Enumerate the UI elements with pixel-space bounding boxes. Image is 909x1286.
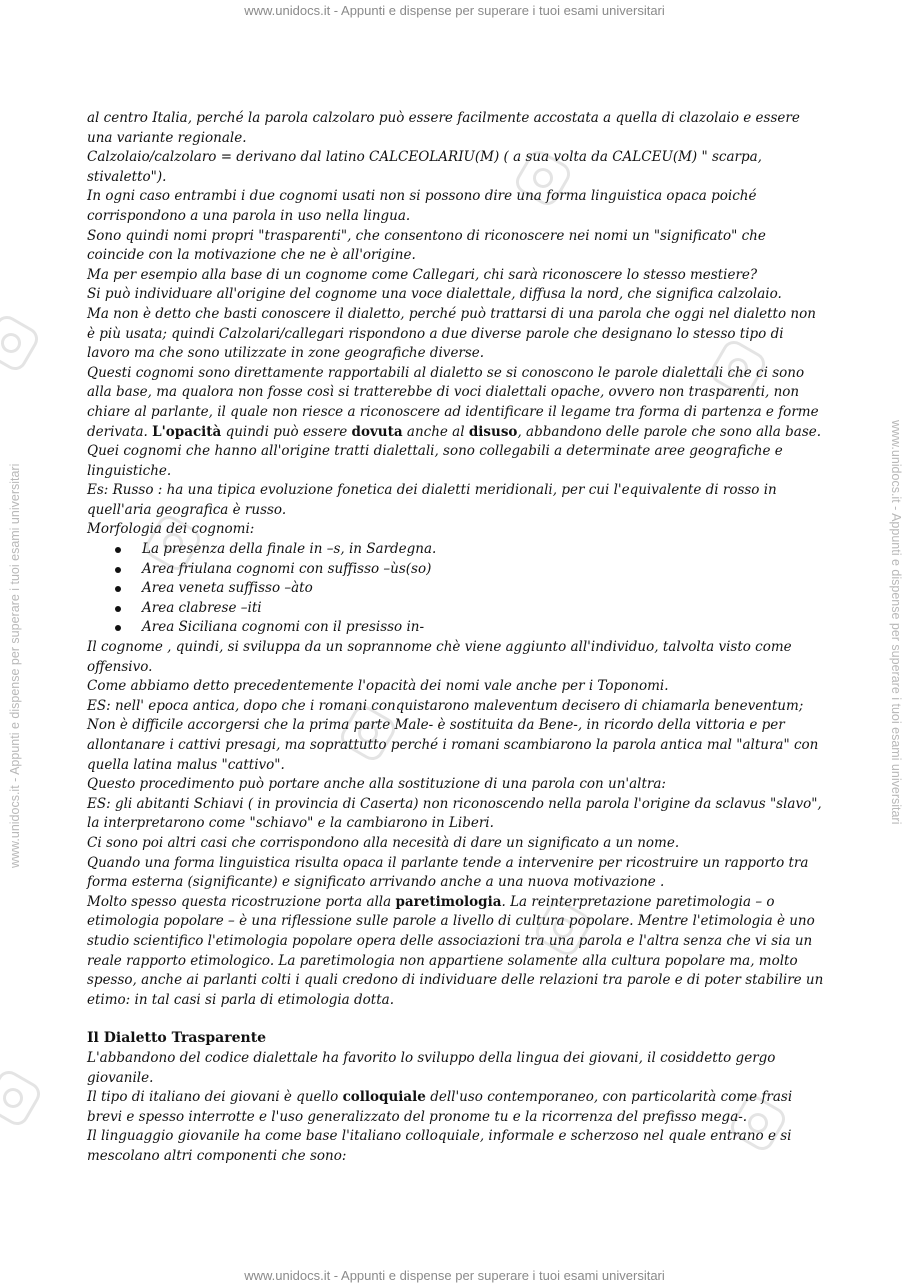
paragraph: Il cognome , quindi, si sviluppa da un soprannome chè viene aggiunto all'individuo, talvolta visto come offensivo. (87, 639, 792, 675)
paragraph: Es: Russo : ha una tipica evoluzione fonetica dei dialetti meridionali, per cui l'equivalente di rosso in quell'aria geografica è russo. (87, 482, 777, 518)
paragraph: Ma per esempio alla base di un cognome come Callegari, chi sarà riconoscere lo stesso mestiere? (87, 266, 758, 283)
bold-term: disuso (468, 423, 518, 440)
paragraph: Ci sono poi altri casi che corrispondono alla necesità di dare un significato a un nome. (87, 834, 680, 851)
paragraph: Ma non è detto che basti conoscere il dialetto, perché può trattarsi di una parola che oggi nel dialetto non è più usata; quindi Calzolari/callegari rispondono a due diverse parole che designano lo stesso tipo di lavoro ma che sono utilizzate in zone geografiche diverse. (87, 305, 816, 362)
list-item: Area veneta suffisso –àto (87, 579, 827, 599)
paragraph: Morfologia dei cognomi: (87, 521, 255, 538)
left-side-watermark: www.unidocs.it - Appunti e dispense per superare i tuoi esami universitari (8, 463, 22, 868)
surname-morphology-list (87, 540, 827, 638)
right-side-watermark: www.unidocs.it - Appunti e dispense per superare i tuoi esami universitari (889, 420, 903, 825)
list-item: Area clabrese –iti (87, 599, 827, 619)
bold-term: dovuta (351, 423, 403, 440)
list-item: Area Siciliana cognomi con il presisso in- (87, 618, 827, 638)
paragraph: Calzolaio/calzolaro = derivano dal latino CALCEOLARIU(M) ( a sua volta da CALCEU(M) " scarpa, stivaletto"). (87, 149, 762, 185)
section-heading: Il Dialetto Trasparente (87, 1030, 267, 1047)
watermark-logo-icon (0, 312, 42, 375)
watermark-logo-icon (0, 1067, 44, 1130)
paragraph: Quando una forma linguistica risulta opaca il parlante tende a intervenire per ricostruire un rapporto tra forma esterna (significante) e significato arrivando anche a una nuova motivazione . (87, 854, 809, 891)
header-watermark-link[interactable]: www.unidocs.it - Appunti e dispense per superare i tuoi esami universitari (244, 3, 665, 18)
bold-term: paretimologia (395, 893, 502, 910)
paragraph: Questi cognomi sono direttamente rapportabili al dialetto se si conoscono le parole dialettali che ci sono alla base, ma qualora non fosse così si tratterebbe di voci dialettali opache, ovvero non trasparenti, non chiare al parlante, il quale non riesce a riconoscere ad identificare il legame tra forma di partenza e forme derivata. L'opacità quindi può essere dovuta anche al disuso, abbandono delle parole che sono alla base. (87, 364, 822, 440)
bold-term: L'opacità (152, 423, 222, 440)
paragraph: Il tipo di italiano dei giovani è quello colloquiale dell'uso contemporaneo, con particolarità come frasi brevi e spesso interrotte e l'uso generalizzato del pronome tu e la ricorrenza del prefisso mega-. (87, 1089, 793, 1125)
footer-watermark-link[interactable]: www.unidocs.it - Appunti e dispense per superare i tuoi esami universitari (244, 1268, 665, 1283)
paragraph: Quei cognomi che hanno all'origine tratti dialettali, sono collegabili a determinate aree geografiche e linguistiche. (87, 443, 783, 479)
paragraph: Si può individuare all'origine del cognome una voce dialettale, diffusa la nord, che significa calzolaio. (87, 286, 782, 303)
paragraph: ES: nell' epoca antica, dopo che i romani conquistarono maleventum decisero di chiamarla beneventum; Non è difficile accorgersi che la prima parte Male- è sostituita da Bene-, in ricordo della vittoria e per allontanare i cattivi presagi, ma soprattutto perché i romani scambiarono la parola antica mal "altura" con quella latina malus "cattivo". (87, 697, 819, 773)
list-item: Area friulana cognomi con suffisso –ùs(so) (87, 560, 827, 580)
document-body (87, 109, 827, 1166)
paragraph: ES: gli abitanti Schiavi ( in provincia di Caserta) non riconoscendo nella parola l'origine da sclavus "slavo", la interpretarono come "schiavo" e la cambiarono in Liberi. (87, 795, 822, 832)
paragraph: In ogni caso entrambi i due cognomi usati non si possono dire una forma linguistica opaca poiché corrispondono a una parola in uso nella lingua. (87, 188, 757, 224)
paragraph: Molto spesso questa ricostruzione porta alla paretimologia. La reinterpretazione paretimologia – o etimologia popolare – è una riflessione sulle parole a livello di cultura popolare. Mentre l'etimologia è uno studio scientifico l'etimologia popolare opera delle associazioni tra una parola e l'altra senza che vi sia un reale rapporto etimologico. La paretimologia non appartiene solamente alla cultura popolare ma, molto spesso, anche ai parlanti colti i quali credono di individuare delle relazioni tra parole e di poter stabilire un etimo: in tal casi si parla di etimologia dotta. (87, 893, 824, 1008)
paragraph: L'abbandono del codice dialettale ha favorito lo sviluppo della lingua dei giovani, il cosiddetto gergo giovanile. (87, 1049, 776, 1086)
paragraph: Questo procedimento può portare anche alla sostituzione di una parola con un'altra: (87, 776, 666, 793)
bold-term: colloquiale (342, 1089, 426, 1106)
paragraph: Sono quindi nomi propri "trasparenti", che consentono di riconoscere nei nomi un "significato" che coincide con la motivazione che ne è all'origine. (87, 227, 766, 264)
paragraph: al centro Italia, perché la parola calzolaro può essere facilmente accostata a quella di clazolaio e essere una variante regionale. (87, 110, 800, 146)
paragraph: Come abbiamo detto precedentemente l'opacità dei nomi vale anche per i Toponomi. (87, 678, 669, 695)
paragraph: Il linguaggio giovanile ha come base l'italiano colloquiale, informale e scherzoso nel quale entrano e si mescolano altri componenti che sono: (87, 1128, 792, 1164)
list-item: La presenza della finale in –s, in Sardegna. (87, 540, 827, 560)
